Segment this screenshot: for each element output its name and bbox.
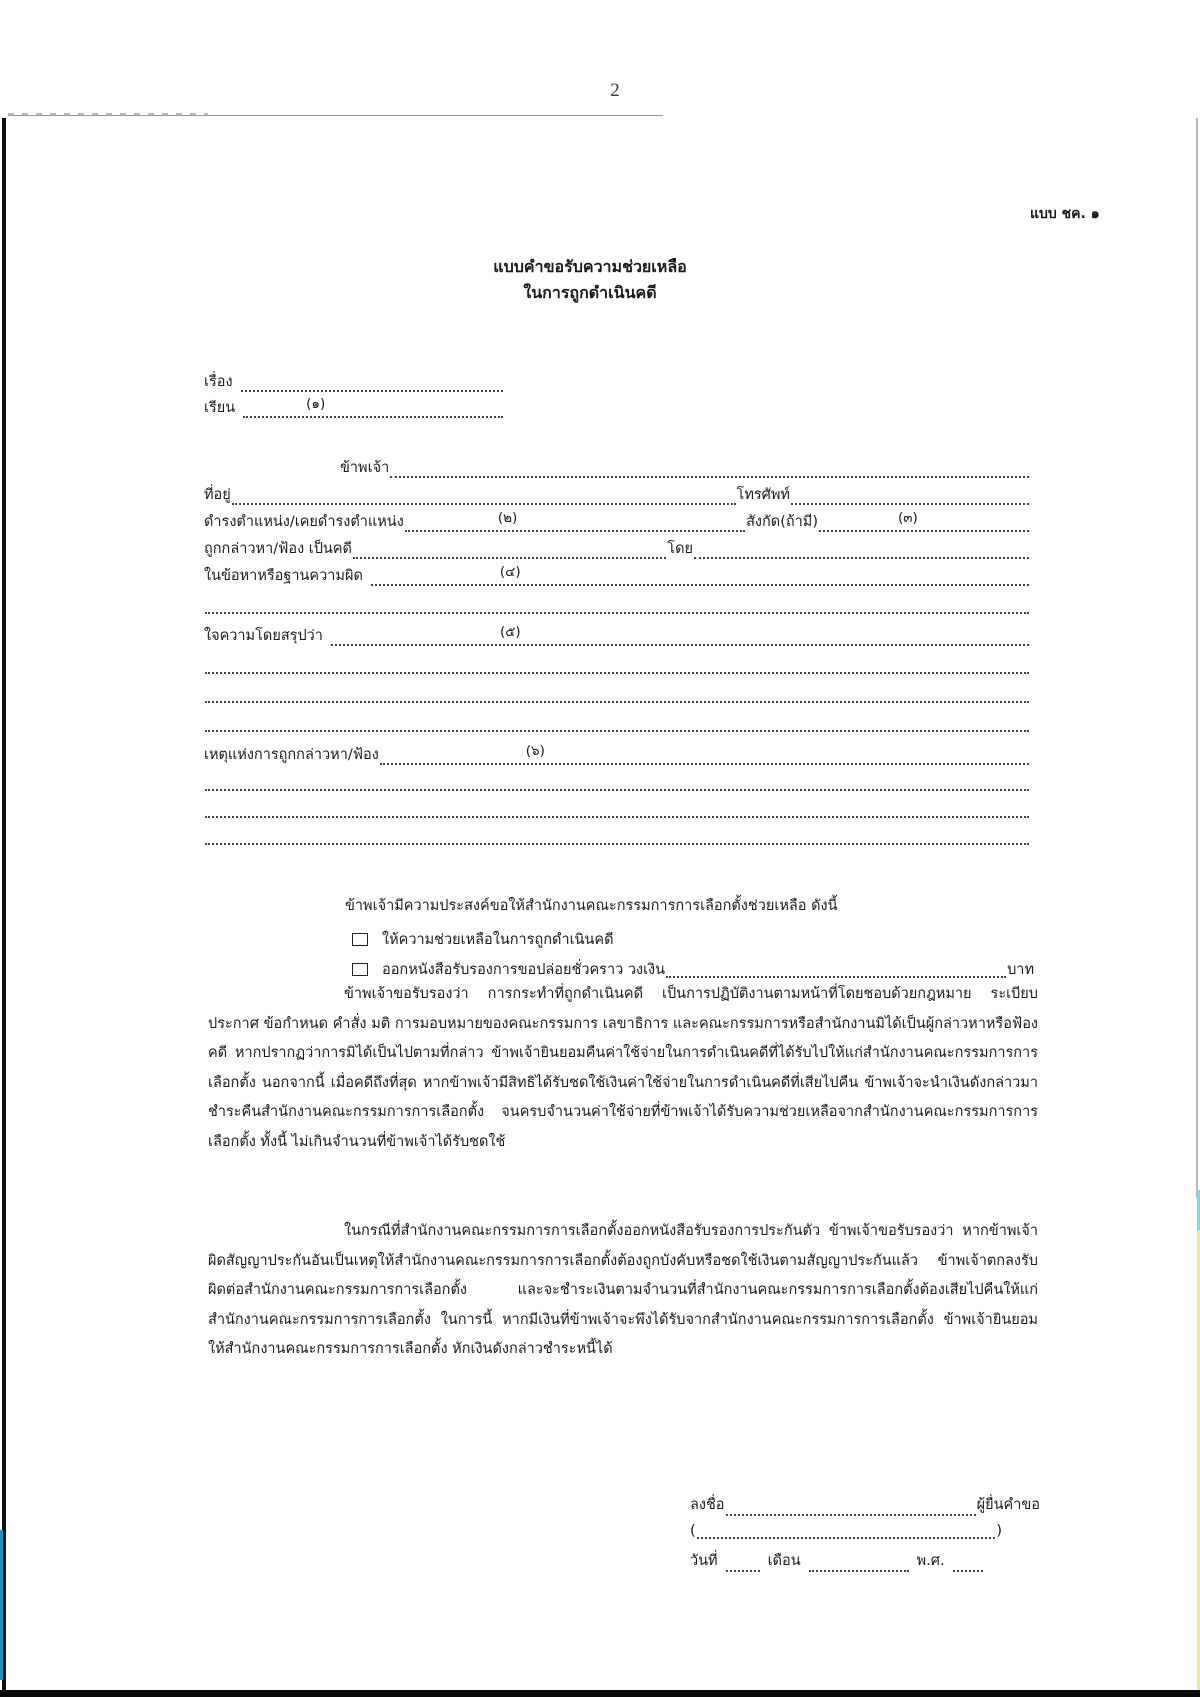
form-code: แบบ ชค. ๑: [1030, 206, 1100, 222]
header-dash: [8, 113, 208, 115]
form-subtitle: ในการถูกดำเนินคดี: [523, 283, 657, 302]
charge-continuation[interactable]: [204, 596, 1030, 614]
month-label: เดือน: [767, 1553, 801, 1569]
left-edge-highlight: [0, 1530, 3, 1680]
day-input[interactable]: [726, 1554, 760, 1572]
paren-close: ): [996, 1523, 1002, 1539]
reason-marker: (๖): [525, 743, 545, 759]
reason-continuation-3[interactable]: [204, 827, 1030, 845]
month-input[interactable]: [809, 1554, 909, 1572]
summary-input[interactable]: [331, 624, 1029, 646]
reason-input-line-4[interactable]: [205, 827, 1029, 845]
printed-name-input[interactable]: [697, 1521, 996, 1539]
reason-label: เหตุแห่งการถูกกล่าวหา/ฟ้อง: [204, 747, 379, 763]
charge-marker: (๔): [499, 564, 521, 580]
summary-marker: (๕): [499, 624, 521, 640]
summary-input-line-3[interactable]: [205, 685, 1029, 703]
summary-input-line-4[interactable]: [205, 714, 1029, 732]
checkbox-legal-assistance[interactable]: [352, 933, 368, 946]
request-intro: ข้าพเจ้ามีความประสงค์ขอให้สำนักงานคณะกรรมการการเลือกตั้งช่วยเหลือ ดังนี้: [345, 898, 838, 914]
right-page-edge: [1196, 118, 1198, 1198]
address-row: [204, 485, 1030, 505]
signature-row[interactable]: [690, 1493, 1040, 1516]
by-input[interactable]: [694, 541, 1029, 559]
certification-paragraph-1: ข้าพเจ้าขอรับรองว่า การกระทำที่ถูกดำเนินคดี เป็นการปฏิบัติงานตามหน้าที่โดยชอบด้วยกฎหมาย ระเบียบ ประกาศ ข้อกำหนด คำสั่ง มติ การมอบหมายของคณะกรรมการ เลขาธิการ และคณะกรรมการหรือสำนักงานมิได้เป็นผู้กล่าวหาหรือฟ้องคดี หากปรากฏว่าการมิได้เป็นไปตามที่กล่าว ข้าพเจ้ายินยอมคืนค่าใช้จ่ายในการดำเนินคดีที่ได้รับไปให้แก่สำนักงานคณะกรรมการการเลือกตั้ง นอกจากนี้ เมื่อคดีถึงที่สุด หากข้าพเจ้ามีสิทธิได้รับชดใช้เงินค่าใช้จ่ายในการดำเนินคดีที่เสียไปคืน ข้าพเจ้าจะนำเงินดังกล่าวมาชำระคืนสำนักงานคณะกรรมการการเลือกตั้ง จนครบจำนวนค่าใช้จ่ายที่ข้าพเจ้าได้รับความช่วยเหลือจากสำนักงานคณะกรรมการการเลือกตั้ง ทั้งนี้ ไม่เกินจำนวนที่ข้าพเจ้าได้รับชดใช้: [208, 986, 1038, 1150]
charge-label: ในข้อหาหรือฐานความผิด: [204, 568, 363, 584]
option-legal-assistance-label: ให้ความช่วยเหลือในการถูกดำเนินคดี: [382, 932, 614, 948]
checkbox-bail-certificate[interactable]: [352, 963, 368, 976]
affiliation-marker: (๓): [898, 510, 918, 526]
address-input[interactable]: [232, 487, 736, 505]
phone-input[interactable]: [791, 487, 1029, 505]
option-bail-certificate-label: ออกหนังสือรับรองการขอปล่อยชั่วคราว วงเงิน: [382, 962, 666, 978]
subject-field[interactable]: [204, 372, 504, 392]
signature-role: ผู้ยื่นคำขอ: [976, 1497, 1040, 1513]
case-input[interactable]: [353, 541, 666, 559]
left-page-edge: [2, 118, 6, 1697]
form-title: แบบคำขอรับความช่วยเหลือ: [493, 257, 687, 276]
summary-continuation-1[interactable]: [204, 656, 1030, 674]
accused-label: ถูกกล่าวหา/ฟ้อง เป็นคดี: [204, 541, 352, 557]
paren-open: (: [690, 1523, 696, 1539]
charge-input[interactable]: [371, 564, 1029, 586]
applicant-field[interactable]: [340, 458, 1030, 478]
position-marker: (๒): [497, 510, 518, 526]
by-label: โดย: [667, 541, 693, 557]
position-label: ดำรงตำแหน่ง/เคยดำรงตำแหน่ง: [204, 514, 404, 530]
reason-field[interactable]: [204, 745, 1030, 765]
charge-input-line-2[interactable]: [205, 596, 1029, 614]
summary-continuation-3[interactable]: [204, 714, 1030, 732]
address-label: ที่อยู่: [204, 487, 231, 503]
reason-continuation-2[interactable]: [204, 800, 1030, 818]
page-number: 2: [610, 80, 620, 101]
affiliation-label: สังกัด(ถ้ามี): [746, 514, 818, 530]
reason-continuation-1[interactable]: [204, 773, 1030, 791]
option-legal-assistance[interactable]: [352, 928, 613, 951]
charge-field[interactable]: [204, 566, 1030, 586]
to-label: เรียน: [204, 400, 236, 416]
summary-input-line-2[interactable]: [205, 656, 1029, 674]
summary-label: ใจความโดยสรุปว่า: [204, 628, 323, 644]
signature-label: ลงชื่อ: [690, 1497, 725, 1513]
date-row: [690, 1549, 1015, 1572]
year-label: พ.ศ.: [916, 1553, 945, 1569]
certification-paragraph-2: ในกรณีที่สำนักงานคณะกรรมการการเลือกตั้งออกหนังสือรับรองการประกันตัว ข้าพเจ้าขอรับรองว่า หากข้าพเจ้าผิดสัญญาประกันอันเป็นเหตุให้สำนักงานคณะกรรมการการเลือกตั้งต้องถูกบังคับหรือชดใช้เงินตามสัญญาประกันแล้ว ข้าพเจ้าตกลงรับผิดต่อสำนักงานคณะกรรมการการเลือกตั้ง และจะชำระเงินตามจำนวนที่สำนักงานคณะกรรมการการเลือกตั้งต้องเสียไปคืนให้แก่สำนักงานคณะกรรมการการเลือกตั้ง ในการนี้ หากมีเงินที่ข้าพเจ้าจะพึงได้รับจากสำนักงานคณะกรรมการการเลือกตั้ง ข้าพเจ้ายินยอมให้สำนักงานคณะกรรมการการเลือกตั้ง หักเงินดังกล่าวชำระหนี้ได้: [208, 1223, 1038, 1357]
reason-input-line-3[interactable]: [205, 800, 1029, 818]
subject-label: เรื่อง: [204, 374, 233, 390]
reason-input-line-2[interactable]: [205, 773, 1029, 791]
to-input[interactable]: [243, 396, 503, 418]
signature-input[interactable]: [726, 1498, 976, 1516]
phone-label: โทรศัพท์: [736, 487, 790, 503]
accused-row: [204, 539, 1030, 559]
affiliation-input[interactable]: [819, 510, 1029, 532]
bail-amount-unit: บาท: [1007, 962, 1034, 978]
reason-input[interactable]: [380, 743, 1029, 765]
summary-continuation-2[interactable]: [204, 685, 1030, 703]
to-field[interactable]: [204, 398, 504, 418]
day-label: วันที่: [690, 1553, 718, 1569]
year-input[interactable]: [953, 1554, 983, 1572]
to-marker: (๑): [306, 396, 326, 412]
option-bail-certificate[interactable]: [352, 958, 1034, 981]
bottom-page-edge: [0, 1690, 1200, 1697]
header-rule: [8, 115, 663, 116]
applicant-label: ข้าพเจ้า: [340, 460, 390, 476]
printed-name-row[interactable]: [690, 1521, 1002, 1539]
summary-field[interactable]: [204, 626, 1030, 646]
position-input[interactable]: [405, 510, 745, 532]
position-row: [204, 512, 1030, 532]
bail-amount-input[interactable]: [666, 962, 1006, 978]
subject-input[interactable]: [241, 374, 503, 392]
applicant-input[interactable]: [390, 460, 1029, 478]
